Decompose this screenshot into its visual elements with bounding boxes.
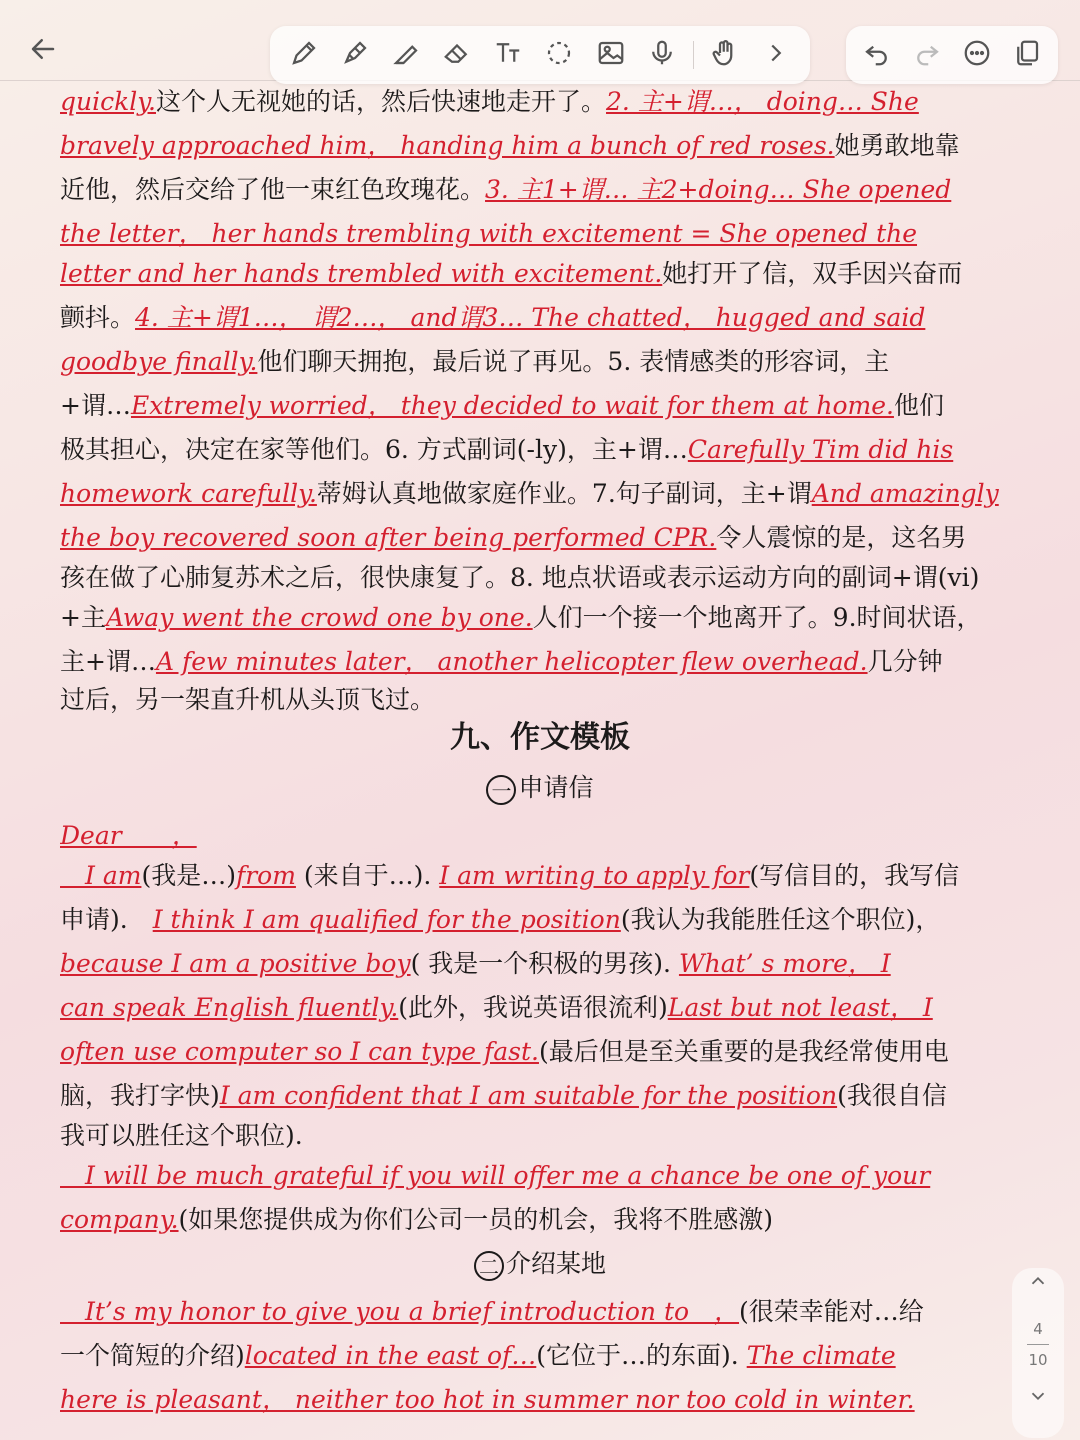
chinese-text: 我可以胜任这个职位). xyxy=(60,1121,303,1150)
tool-palette xyxy=(270,26,810,84)
chinese-text: 申请). xyxy=(60,905,153,934)
english-phrase: I am confident that I am suitable for the position xyxy=(219,1081,838,1110)
subsection-title: 申请信 xyxy=(518,773,594,802)
current-page-number: 4 xyxy=(1033,1320,1043,1338)
english-phrase: can speak English fluently. xyxy=(60,993,399,1022)
english-phrase: I am writing to apply for xyxy=(439,861,750,890)
action-palette xyxy=(846,26,1058,84)
note-line xyxy=(60,944,1050,984)
note-line xyxy=(60,558,1050,598)
chinese-text: 孩在做了心肺复苏术之后，很快康复了。8. 地点状语或表示运动方向的副词+谓(vi) xyxy=(60,563,980,592)
chinese-text: (此外，我说英语很流利) xyxy=(398,993,668,1022)
english-phrase: located in the east of… xyxy=(244,1341,537,1370)
note-line xyxy=(60,214,1050,254)
note-line xyxy=(60,1200,1050,1240)
chinese-text: 近他，然后交给了他一束红色玫瑰花。 xyxy=(60,175,486,204)
note-line xyxy=(60,816,1050,856)
note-line xyxy=(60,170,1050,210)
english-phrase: Dear ， xyxy=(60,821,197,850)
english-phrase: letter and her hands trembled with excitement. xyxy=(60,259,663,288)
note-line xyxy=(60,1380,1050,1420)
chinese-text: 极其担心，决定在家等他们。6. 方式副词(-ly)，主+谓… xyxy=(60,435,688,464)
total-page-count: 10 xyxy=(1028,1351,1048,1369)
note-line xyxy=(60,1116,1050,1156)
note-line xyxy=(60,342,1050,382)
note-line xyxy=(60,1292,1050,1332)
highlighter-icon xyxy=(391,38,421,72)
chinese-text: (很荣幸能对…给 xyxy=(739,1297,924,1326)
marker-icon xyxy=(340,38,370,72)
english-phrase: often use computer so I can type fast. xyxy=(60,1037,539,1066)
chinese-text: 蒂姆认真地做家庭作业。7.句子副词，主+谓 xyxy=(316,479,812,508)
chinese-text: 主+谓… xyxy=(60,647,156,676)
note-line xyxy=(60,856,1050,896)
chinese-text: (如果您提供成为你们公司一员的机会，我将不胜感激) xyxy=(178,1205,774,1234)
chinese-text: (我是…) xyxy=(141,861,236,890)
note-line xyxy=(60,642,1050,682)
english-phrase: from xyxy=(235,861,296,890)
note-line xyxy=(60,474,1050,514)
toolbar xyxy=(0,0,1080,81)
chinese-text: (我很自信 xyxy=(837,1081,947,1110)
english-phrase: homework carefully. xyxy=(60,479,317,508)
chinese-text: (它位于…的东面). xyxy=(536,1341,747,1370)
page-number-divider xyxy=(1027,1344,1049,1345)
english-phrase: quickly. xyxy=(60,87,156,116)
chevron-up-icon xyxy=(1027,1270,1049,1296)
back-button[interactable] xyxy=(18,26,68,76)
page-scroller xyxy=(1012,1268,1064,1438)
english-phrase: 4. 主+谓1…， 谓2…， and谓3… The chatted， hugged and said xyxy=(135,303,926,332)
note-line xyxy=(60,126,1050,166)
english-phrase: company. xyxy=(60,1205,179,1234)
chinese-text: (写信目的，我写信 xyxy=(749,861,960,890)
chinese-text: 脑，我打字快) xyxy=(60,1081,220,1110)
chinese-text: (最后但是至关重要的是我经常使用电 xyxy=(538,1037,949,1066)
chinese-text: 人们一个接一个地离开了。9.时间状语， xyxy=(532,603,982,632)
note-line xyxy=(60,988,1050,1028)
english-phrase: The climate xyxy=(746,1341,896,1370)
image-icon xyxy=(596,38,626,72)
chevron-down-icon xyxy=(1027,1385,1049,1411)
english-phrase: because I am a positive boy xyxy=(60,949,411,978)
redo-button[interactable] xyxy=(907,35,947,75)
english-phrase: Last but not least， I xyxy=(667,993,933,1022)
arrow-left-icon xyxy=(28,34,58,68)
english-phrase: I will be much grateful if you will offer me a chance be one of your xyxy=(60,1161,931,1190)
pages-icon xyxy=(1012,38,1042,72)
text-icon xyxy=(493,38,523,72)
chinese-text: 她打开了信，双手因兴奋而 xyxy=(662,259,963,288)
english-phrase: Extremely worried， they decided to wait for them at home. xyxy=(130,391,894,420)
subsection-heading-application-letter xyxy=(0,768,1080,808)
chinese-text: 这个人无视她的话，然后快速地走开了。 xyxy=(156,87,607,116)
english-phrase: Carefully Tim did his xyxy=(687,435,954,464)
toolbar-separator xyxy=(693,41,694,69)
english-phrase: I am xyxy=(60,861,142,890)
note-line xyxy=(60,254,1050,294)
english-phrase: It’s my honor to give you a brief introduction to ， xyxy=(60,1297,740,1326)
undo-icon xyxy=(862,38,892,72)
english-phrase: the boy recovered soon after being performed CPR. xyxy=(60,523,717,552)
redo-icon xyxy=(912,38,942,72)
english-phrase: 2. 主+谓…， doing… She xyxy=(606,87,919,116)
undo-button[interactable] xyxy=(857,35,897,75)
english-phrase: bravely approached him， handing him a bunch of red roses. xyxy=(60,131,835,160)
pen-tool[interactable] xyxy=(284,35,324,75)
english-phrase: What’ s more， I xyxy=(678,949,891,978)
note-line xyxy=(60,298,1050,338)
english-phrase: I think I am qualified for the position xyxy=(152,905,621,934)
circled-number: 二 xyxy=(474,1251,504,1281)
note-line xyxy=(60,82,1050,122)
chinese-text: 她勇敢地靠 xyxy=(834,131,960,160)
chinese-text: 颤抖。 xyxy=(60,303,136,332)
pages-button[interactable] xyxy=(1007,35,1047,75)
note-line xyxy=(60,430,1050,470)
page-up-button[interactable] xyxy=(1023,1268,1053,1298)
chinese-text: (来自于…). xyxy=(295,861,440,890)
english-phrase: A few minutes later， another helicopter flew overhead. xyxy=(155,647,868,676)
hand-tool[interactable] xyxy=(705,35,745,75)
note-line xyxy=(60,1032,1050,1072)
note-line xyxy=(60,1076,1050,1116)
lasso-tool[interactable] xyxy=(539,35,579,75)
circled-number: 一 xyxy=(486,775,516,805)
subsection-heading-place-intro xyxy=(0,1244,1080,1284)
image-tool[interactable] xyxy=(591,35,631,75)
chinese-text: ( 我是一个积极的男孩). xyxy=(410,949,679,978)
english-phrase: 3. 主1+谓… 主2+doing… She opened xyxy=(485,175,952,204)
chinese-text: (我认为我能胜任这个职位)， xyxy=(620,905,941,934)
note-line xyxy=(60,386,1050,426)
note-line xyxy=(60,518,1050,558)
subsection-title: 介绍某地 xyxy=(505,1249,606,1278)
chevron-right-icon xyxy=(761,38,791,72)
page-down-button[interactable] xyxy=(1023,1383,1053,1413)
note-line xyxy=(60,1336,1050,1376)
highlighter-tool[interactable] xyxy=(386,35,426,75)
note-line xyxy=(60,680,1050,720)
chinese-text: 他们聊天拥抱，最后说了再见。5. 表情感类的形容词，主 xyxy=(257,347,890,376)
english-phrase: Away went the crowd one by one. xyxy=(105,603,533,632)
chinese-text: +谓… xyxy=(60,391,131,420)
english-phrase: the letter， her hands trembling with excitement = She opened the xyxy=(60,219,918,248)
microphone-icon xyxy=(647,38,677,72)
english-phrase: here is pleasant， neither too hot in summer nor too cold in winter. xyxy=(60,1385,915,1414)
eraser-tool[interactable] xyxy=(437,35,477,75)
marker-tool[interactable] xyxy=(335,35,375,75)
english-phrase: And amazingly xyxy=(811,479,999,508)
chinese-text: 令人震惊的是，这名男 xyxy=(716,523,967,552)
text-tool[interactable] xyxy=(488,35,528,75)
note-line xyxy=(60,1156,1050,1196)
chinese-text: 他们 xyxy=(893,391,944,420)
hand-icon xyxy=(710,38,740,72)
more-icon xyxy=(962,38,992,72)
note-line xyxy=(60,900,1050,940)
english-phrase: goodbye finally. xyxy=(60,347,258,376)
microphone-tool[interactable] xyxy=(642,35,682,75)
section-heading: 九、作文模板 xyxy=(450,720,630,755)
pen-icon xyxy=(289,38,319,72)
chinese-text: 过后，另一架直升机从头顶飞过。 xyxy=(60,685,436,714)
chinese-text: 几分钟 xyxy=(867,647,943,676)
chinese-text: +主 xyxy=(60,603,106,632)
eraser-icon xyxy=(442,38,472,72)
more-button[interactable] xyxy=(957,35,997,75)
more-tools-button[interactable] xyxy=(756,35,796,75)
lasso-icon xyxy=(544,38,574,72)
chinese-text: 一个简短的介绍) xyxy=(60,1341,245,1370)
note-line xyxy=(60,598,1050,638)
